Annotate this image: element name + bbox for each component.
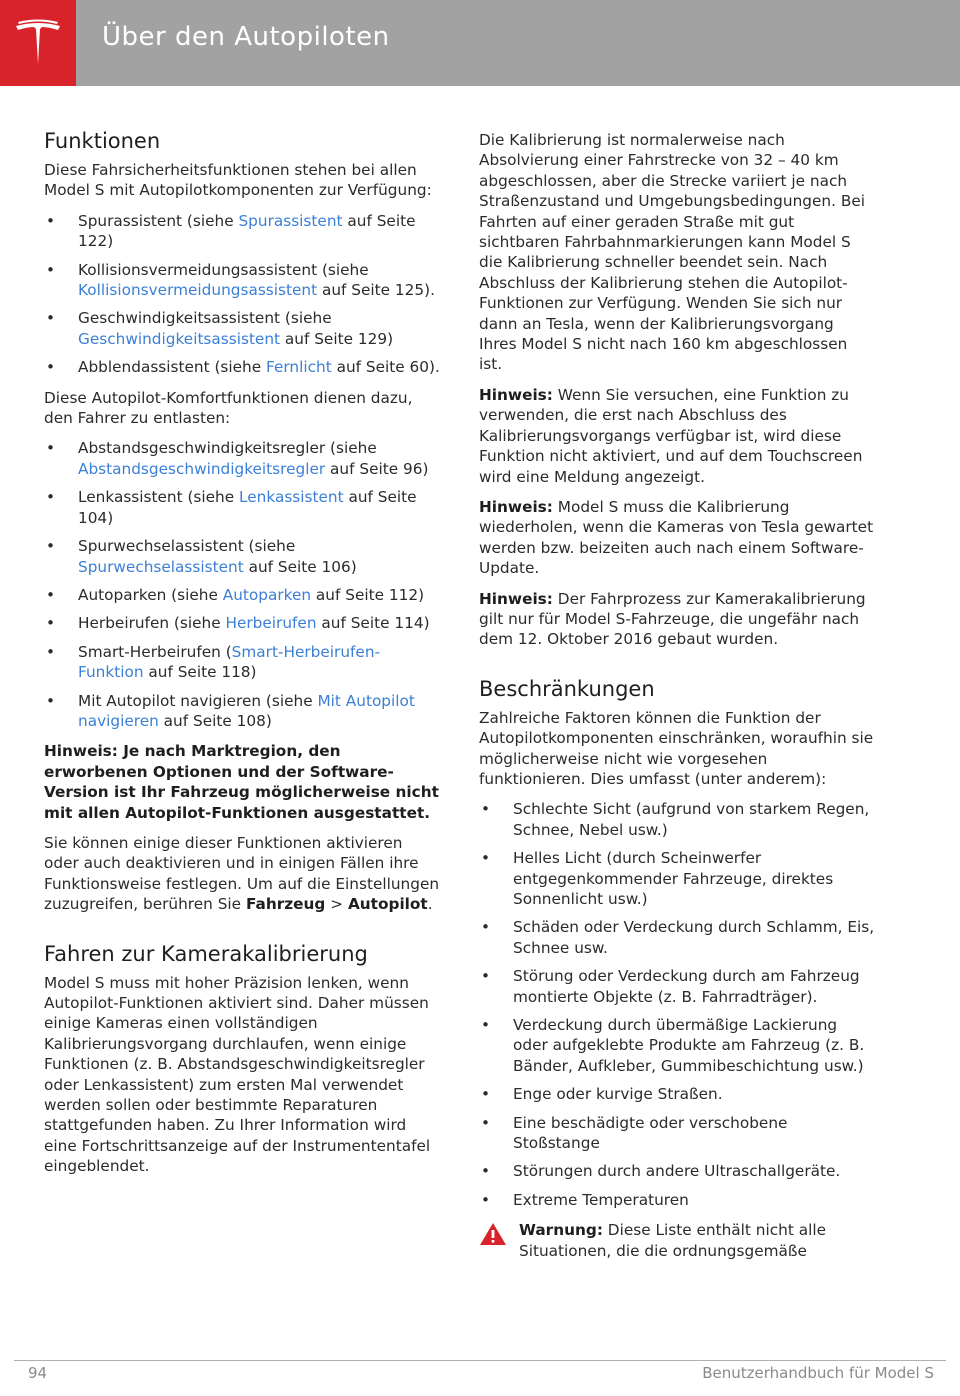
right-column [479,130,875,1271]
item-text: Mit Autopilot navigieren (siehe [78,691,318,710]
item-text: Smart-Herbeirufen ( [78,642,232,661]
item-text: Abstandsgeschwindigkeitsregler (siehe [78,439,377,458]
left-column [44,128,440,1187]
note [479,497,875,579]
item-text: auf Seite 125). [317,281,435,300]
bullet-icon: • [481,918,491,937]
settings-text: Sie können einige dieser Funktionen aktivieren oder auch deaktivieren und in einigen Fällen ihre Funktionsweise festlegen. Um auf die Einstellungen zuzugreifen, berühren Sie [44,833,440,914]
note-label: Hinweis: [479,497,553,516]
bullet-icon: • [481,1085,491,1104]
item-text: Spurwechselassistent (siehe [78,537,296,556]
list-item [44,691,440,732]
note-text: Der Fahrprozess zur Kamerakalibrierung gilt nur für Model S-Fahrzeuge, die ungefähr nach dem 12. Oktober 2016 gebaut wurden. [479,589,866,649]
item-text: auf Seite 118) [143,663,257,682]
item-text: Eine beschädigte oder verschobene Stoßstange [513,1113,788,1153]
bullet-icon: • [46,537,56,556]
bullet-icon: • [46,211,56,230]
list-item [44,308,440,349]
note [479,589,875,650]
paragraph-settings [44,833,440,915]
list-item [44,211,440,252]
link-smart-herbeirufen[interactable]: Smart-Herbeirufen-Funktion [78,642,381,682]
bullet-icon: • [481,967,491,986]
item-text: Schlechte Sicht (aufgrund von starkem Regen, Schnee, Nebel usw.) [513,800,870,839]
list-item [44,260,440,301]
bullet-icon: • [46,309,56,328]
item-text: Kollisionsvermeidungsassistent (siehe [78,260,369,279]
settings-text-end: . [427,895,433,914]
note-label: Hinweis: [479,589,553,608]
bullet-icon: • [46,614,56,633]
link-spurwechselassistent[interactable]: Spurwechselassistent [78,557,244,576]
list-item [479,1084,875,1104]
footer-divider [14,1360,946,1361]
item-text: Extreme Temperaturen [513,1190,689,1209]
bullet-icon: • [46,488,56,507]
list-item [479,1015,875,1076]
list-item [479,966,875,1007]
item-text: auf Seite 114) [316,614,430,633]
item-text: auf Seite 106) [243,557,357,576]
item-text: Enge oder kurvige Straßen. [513,1085,723,1104]
link-kollisionsvermeidungsassistent[interactable]: Kollisionsvermeidungsassistent [78,281,318,300]
bullet-icon: • [481,1162,491,1181]
safety-features-list [44,211,440,378]
comfort-features-list [44,438,440,731]
paragraph: Zahlreiche Faktoren können die Funktion der Autopilotkomponenten einschränken, woraufhin sie möglicherweise nicht wie vorgesehen funktionieren. Dies umfasst (unter anderem): [479,708,874,788]
item-text: auf Seite 108) [158,711,272,730]
note-label: Hinweis: [479,385,553,404]
item-text: auf Seite 129) [280,329,394,348]
bullet-icon: • [46,642,56,661]
note-market-region: Hinweis: Je nach Marktregion, den erworbenen Optionen und der Software-Version ist Ihr Fahrzeug möglicherweise nicht mit allen Autopilot-Funktionen ausgestattet. [44,742,439,822]
item-text: auf Seite 112) [311,585,425,604]
item-text: Autoparken (siehe [78,585,223,604]
paragraph: Model S muss mit hoher Präzision lenken, wenn Autopilot-Funktionen aktiviert sind. Daher müssen einige Kameras einen vollständigen Kalibrierungsvorgang durchlaufen, wenn einige Funktionen (z. B. Abstandsgeschwindigkeitsregler oder Lenkassistent) zum ersten Mal verwendet werden sollen oder bestimmte Reparaturen stattgefunden haben. Zu Ihrer Information wird eine Fortschrittsanzeige auf der Instrumententafel eingeblendet. [44,973,431,1176]
bullet-icon: • [481,849,491,868]
page-header [0,0,960,86]
bullet-icon: • [481,1113,491,1132]
item-text: Spurassistent (siehe [78,211,239,230]
link-fernlicht[interactable]: Fernlicht [266,358,332,377]
item-text: auf Seite 104) [78,488,417,527]
page-number: 94 [28,1364,48,1382]
bullet-icon: • [46,585,56,604]
item-text: Schäden oder Verdeckung durch Schlamm, Eis, Schnee usw. [513,918,875,957]
bullet-icon: • [481,1190,491,1209]
item-text: auf Seite 96) [325,459,429,478]
list-item [44,357,440,377]
menu-path-autopilot: Autopilot [347,895,428,914]
footer-title: Benutzerhandbuch für Model S [702,1364,934,1382]
list-item [44,536,440,577]
item-text: auf Seite 60). [331,358,440,377]
note-text: Model S muss die Kalibrierung wiederholen, wenn die Kameras von Tesla gewartet werden bzw. beizeiten auch nach einem Software-Update. [479,497,874,578]
list-item [44,487,440,528]
warning-label: Warnung: [519,1221,603,1240]
tesla-logo [0,0,76,86]
tesla-logo-icon [12,18,64,70]
item-text: Helles Licht (durch Scheinwerfer entgegenkommender Fahrzeuge, direktes Sonnenlicht usw.) [513,849,834,908]
item-text: Störung oder Verdeckung durch am Fahrzeug montierte Objekte (z. B. Fahrradträger). [513,967,860,1006]
page-title: Über den Autopiloten [102,22,390,52]
warning-icon [479,1222,507,1246]
list-item [479,1190,875,1210]
menu-path-separator: > [325,895,348,914]
list-item [44,613,440,633]
list-item [479,1113,875,1154]
item-text: Lenkassistent (siehe [78,488,240,507]
paragraph: Die Kalibrierung ist normalerweise nach Absolvierung einer Fahrstrecke von 32 – 40 km abgeschlossen, aber die Strecke variiert je nach Straßenzustand und Umgebungsbedingungen. Bei Fahrten auf einer geraden Straße mit gut sichtbaren Fahrbahnmarkierungen kann Model S die Kalibrierung schneller beendet sein. Nach Abschluss der Kalibrierung stehen die Autopilot-Funktionen zur Verfügung. Wenden Sie sich nur dann an Tesla, wenn der Kalibrierungsvorgang Ihres Model S nicht nach 160 km abgeschlossen ist. [479,131,865,374]
list-item [479,848,875,909]
list-item [44,438,440,479]
link-autoparken[interactable]: Autoparken [222,585,312,604]
bullet-icon: • [46,358,56,377]
item-text: Herbeirufen (siehe [78,614,226,633]
link-geschwindigkeitsassistent[interactable]: Geschwindigkeitsassistent [78,329,281,348]
link-spurassistent[interactable]: Spurassistent [238,211,343,230]
menu-path-fahrzeug: Fahrzeug [245,895,326,914]
paragraph: Diese Autopilot-Komfortfunktionen dienen dazu, den Fahrer zu entlasten: [44,388,413,428]
warning-box [479,1220,875,1261]
item-text: Störungen durch andere Ultraschallgeräte. [513,1162,841,1181]
note-text: Wenn Sie versuchen, eine Funktion zu verwenden, die erst nach Abschluss des Kalibrierungsvorgangs verfügbar ist, wird diese Funktion nicht aktiviert, und auf dem Touchscreen wird eine Meldung angezeigt. [479,385,863,486]
item-text: Abblendassistent (siehe [78,358,267,377]
note [479,385,875,487]
bullet-icon: • [46,691,56,710]
link-mit-autopilot-navigieren[interactable]: Mit Autopilot navigieren [78,691,415,730]
heading-kamerakalibrierung: Fahren zur Kamerakalibrierung [44,941,368,966]
item-text: Geschwindigkeitsassistent (siehe [78,309,332,328]
item-text: auf Seite 122) [78,211,416,251]
bullet-icon: • [46,260,56,279]
link-abstandsgeschwindigkeitsregler[interactable]: Abstandsgeschwindigkeitsregler [78,459,326,478]
warning-text: Diese Liste enthält nicht alle Situationen, die die ordnungsgemäße [519,1221,826,1260]
heading-funktionen: Funktionen [44,129,161,153]
item-text: Verdeckung durch übermäßige Lackierung oder aufgeklebte Produkte am Fahrzeug (z. B. Bänder, Aufkleber, Gummibeschichtung usw.) [513,1016,865,1075]
bullet-icon: • [46,439,56,458]
list-item [44,585,440,605]
link-herbeirufen[interactable]: Herbeirufen [225,614,317,633]
list-item [44,642,440,683]
list-item [479,799,875,840]
bullet-icon: • [481,800,491,819]
list-item [479,917,875,958]
limitations-list [479,799,875,1210]
list-item [479,1161,875,1181]
heading-beschraenkungen: Beschränkungen [479,676,655,701]
bullet-icon: • [481,1016,491,1035]
link-lenkassistent[interactable]: Lenkassistent [239,488,344,507]
paragraph: Diese Fahrsicherheitsfunktionen stehen bei allen Model S mit Autopilotkomponenten zur Verfügung: [44,161,432,200]
